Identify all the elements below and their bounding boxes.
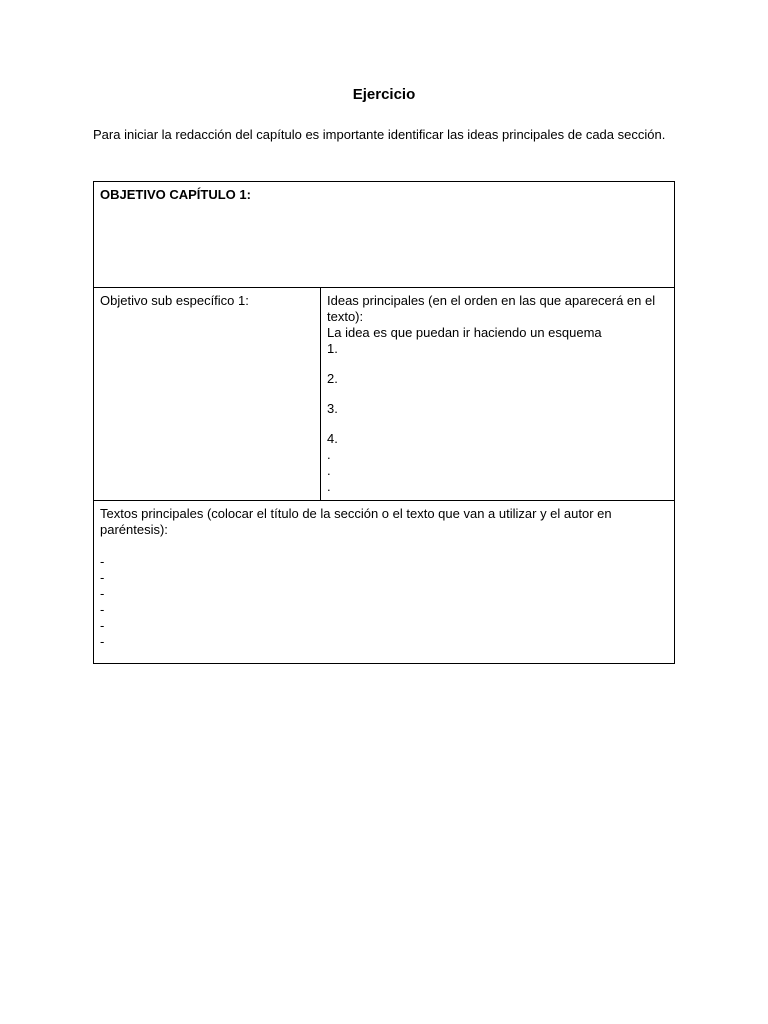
ideas-item-3: 3. xyxy=(327,401,338,416)
textos-heading: Textos principales (colocar el título de la sección o el texto que van a utilizar y el autor en paréntesis): xyxy=(100,506,612,537)
intro-paragraph: Para iniciar la redacción del capítulo es importante identificar las ideas principales de cada sección. xyxy=(93,127,666,142)
sub-objetivo-label: Objetivo sub específico 1: xyxy=(100,293,249,308)
objetivo-cell xyxy=(94,182,675,288)
textos-item-6: - xyxy=(100,634,105,649)
sub-objetivo-cell xyxy=(94,288,321,501)
textos-spacer xyxy=(100,538,668,554)
ideas-heading: Ideas principales (en el orden en las que aparecerá en el texto): xyxy=(327,293,656,324)
objetivo-row xyxy=(94,182,675,288)
textos-item-2: - xyxy=(100,570,105,585)
ideas-item-2: 2. xyxy=(327,371,338,386)
textos-item-3: - xyxy=(100,586,105,601)
ideas-cell xyxy=(321,288,675,501)
textos-item-4: - xyxy=(100,602,105,617)
ideas-item-1: 1. xyxy=(327,341,338,356)
textos-cell xyxy=(94,501,675,664)
ideas-dot-1: . xyxy=(327,447,331,462)
chapter-objective-table xyxy=(93,181,675,664)
document-title: Ejercicio xyxy=(352,86,416,103)
ideas-note: La idea es que puedan ir haciendo un esquema xyxy=(327,325,602,340)
textos-item-5: - xyxy=(100,618,105,633)
objetivo-label: OBJETIVO CAPÍTULO 1: xyxy=(100,187,251,202)
textos-item-1: - xyxy=(100,554,105,569)
ideas-item-4: 4. xyxy=(327,431,338,446)
ideas-dot-2: . xyxy=(327,463,331,478)
ideas-dot-3: . xyxy=(327,479,331,494)
sub-objetivo-row xyxy=(94,288,675,501)
textos-row xyxy=(94,501,675,664)
